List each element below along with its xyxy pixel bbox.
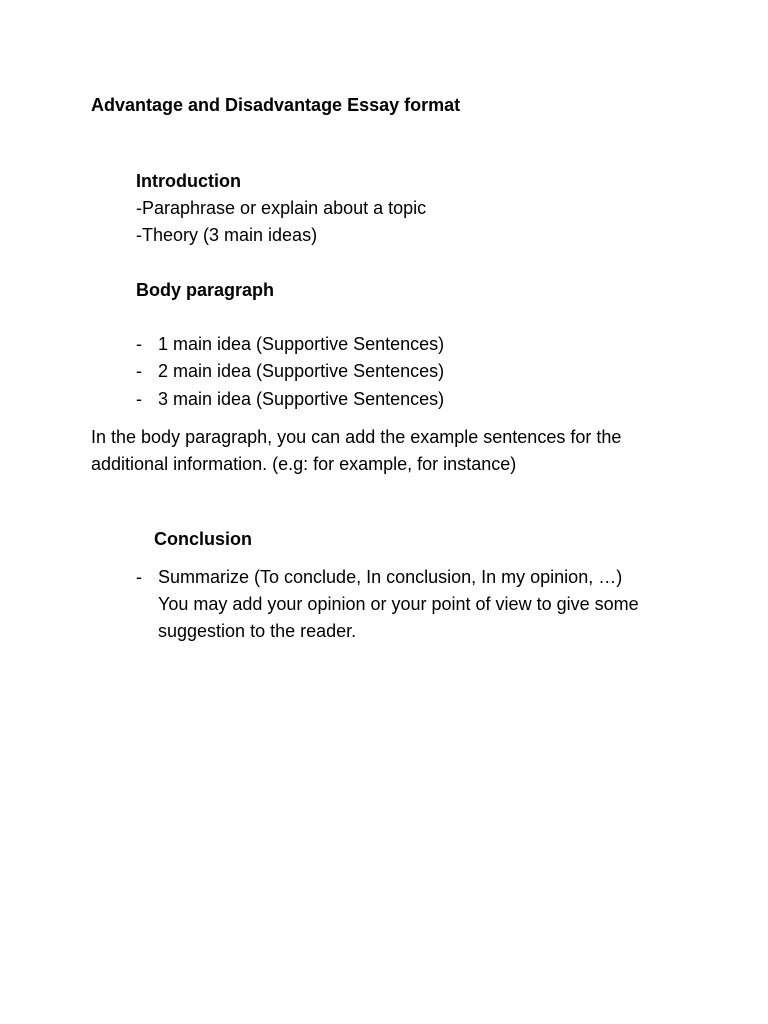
body-heading: Body paragraph [136,280,275,300]
body-note-line: additional information. (e.g: for example, for instance) [91,454,517,474]
list-item [0,564,768,591]
list-item-text: Summarize (To conclude, In conclusion, In my opinion, …) [158,567,623,587]
list-item [0,358,768,385]
introduction-heading: Introduction [136,171,241,191]
bullet-dash: - [136,334,142,354]
conclusion-heading: Conclusion [154,529,252,549]
bullet-dash: - [136,361,142,381]
list-item-text: 2 main idea (Supportive Sentences) [158,361,445,381]
document-title: Advantage and Disadvantage Essay format [91,95,461,115]
list-item [0,386,768,413]
list-item-text: 1 main idea (Supportive Sentences) [158,334,445,354]
list-item [0,331,768,358]
bullet-dash: - [136,389,142,409]
introduction-line: -Theory (3 main ideas) [136,225,318,245]
conclusion-line: You may add your opinion or your point of view to give some [158,594,639,614]
body-note-line: In the body paragraph, you can add the example sentences for the [91,427,622,447]
conclusion-line: suggestion to the reader. [158,621,357,641]
introduction-line: -Paraphrase or explain about a topic [136,198,427,218]
bullet-dash: - [136,567,142,587]
list-item-text: 3 main idea (Supportive Sentences) [158,389,445,409]
